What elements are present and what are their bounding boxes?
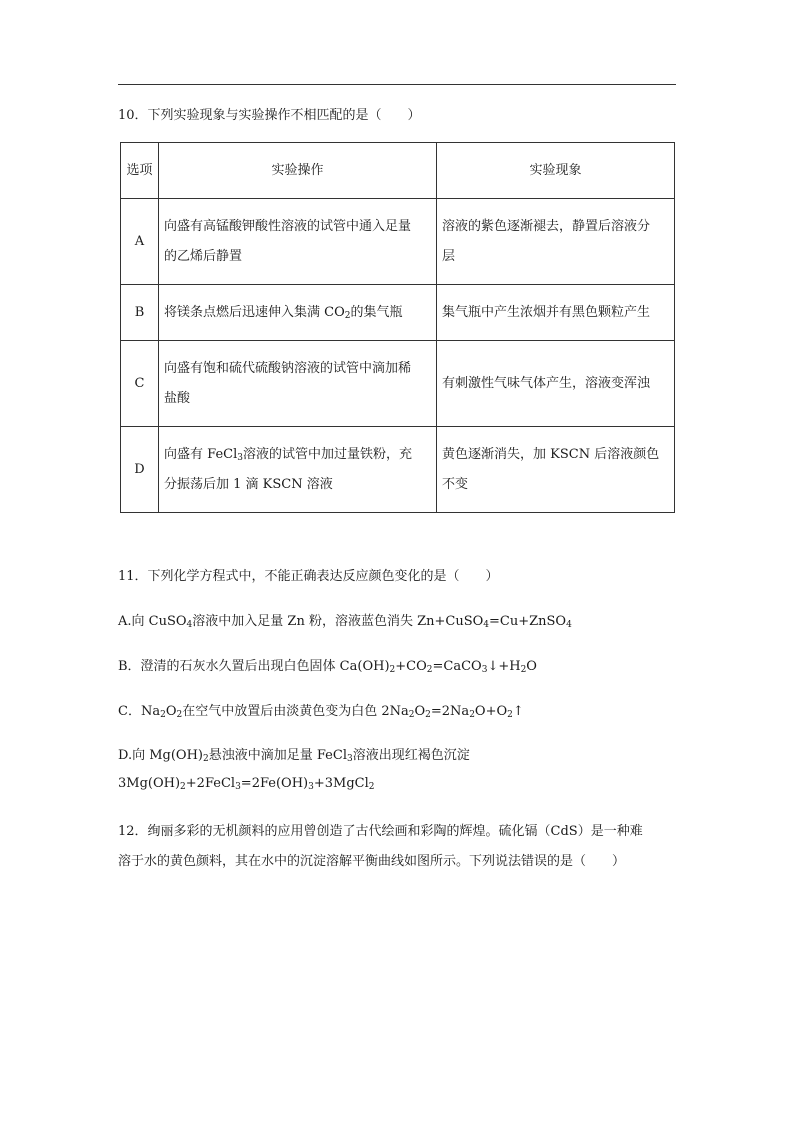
- row-d-operation: [159, 427, 437, 513]
- row-b-op-text-b: 的集气瓶: [350, 304, 403, 320]
- q11c-s2: 2: [176, 710, 183, 720]
- q11b-t1: B．澄清的石灰水久置后出现白色固体 Ca(OH): [118, 659, 390, 674]
- q11d-e3: =2Fe(OH): [240, 776, 309, 791]
- q11c-t1: C．Na: [118, 704, 161, 719]
- q11c-s5: 2: [469, 710, 475, 720]
- row-a-operation-line1: 向盛有高锰酸钾酸性溶液的试管中通入足量: [164, 218, 412, 234]
- q11d-t3: 溶液出现红褐色沉淀: [352, 748, 470, 763]
- q11d-e2: +2FeCl: [185, 776, 236, 791]
- question-11-option-b: [118, 655, 537, 674]
- q11c-t5: =2Na: [430, 704, 470, 719]
- q11c-s4: 2: [425, 710, 431, 720]
- header-option: 选项: [121, 143, 159, 199]
- q11b-s1: 2: [389, 665, 396, 675]
- row-d-phenomenon-line2: 不变: [442, 476, 469, 492]
- row-b-op-text-a: 将镁条点燃后迅速伸入集满 CO: [164, 304, 345, 320]
- q11c-t4: O: [414, 704, 426, 719]
- q11c-t7: ↑: [512, 704, 524, 719]
- row-c-phenomenon: 有刺激性气味气体产生，溶液变浑浊: [437, 341, 675, 427]
- question-12-stem-line1: 12．绚丽多彩的无机颜料的应用曾创造了古代绘画和彩陶的辉煌。硫化镉（CdS）是一种难: [118, 824, 643, 839]
- row-d-operation-line1: [164, 440, 431, 470]
- row-d-op-a: 向盛有 FeCl: [164, 446, 238, 462]
- q11b-t4: ↓+H: [487, 659, 521, 674]
- question-11-stem: 11．下列化学方程式中，不能正确表达反应颜色变化的是（ ）: [118, 569, 499, 584]
- q11d-e1: 3Mg(OH): [118, 776, 181, 791]
- q11b-t3: =CaCO: [432, 659, 482, 674]
- q11b-t5: O: [526, 659, 537, 674]
- row-option-a: A: [121, 199, 159, 285]
- q11a-s1: 4: [186, 620, 193, 630]
- q11a-t2: 溶液中加入足量 Zn 粉，溶液蓝色消失 Zn+CuSO: [192, 614, 484, 629]
- row-b-phenomenon: 集气瓶中产生浓烟并有黑色颗粒产生: [437, 285, 675, 341]
- row-option-d: D: [121, 427, 159, 513]
- q11a-t3: =Cu+ZnSO: [489, 614, 567, 629]
- header-rule: [118, 84, 676, 85]
- row-c-operation: [159, 341, 437, 427]
- q11d-t2: 悬浊液中滴加足量 FeCl: [208, 748, 347, 763]
- table-row: [121, 427, 675, 513]
- q11d-es4: 2: [368, 782, 375, 792]
- row-c-operation-line1: 向盛有饱和硫代硫酸钠溶液的试管中滴加稀: [164, 360, 412, 376]
- question-11-option-d-equation: [118, 776, 374, 791]
- row-d-op-sub: 3: [237, 452, 243, 463]
- question-11-option-a: [118, 610, 572, 629]
- q11d-es2: 3: [235, 782, 241, 792]
- q11d-s1: 2: [203, 754, 209, 764]
- table-row: [121, 341, 675, 427]
- q11d-s2: 3: [346, 754, 353, 764]
- row-a-operation-line2: 的乙烯后静置: [164, 248, 243, 264]
- q11a-s3: 4: [566, 620, 572, 630]
- row-option-b: B: [121, 285, 159, 341]
- q11c-t3: 在空气中放置后由淡黄色变为白色 2Na: [182, 704, 409, 719]
- question-11-option-d: [118, 744, 470, 763]
- q11b-s4: 2: [520, 665, 527, 675]
- q11b-s2: 2: [426, 665, 433, 675]
- q11a-s2: 4: [483, 620, 489, 630]
- row-b-operation: [159, 285, 437, 341]
- q11b-t2: +CO: [395, 659, 427, 674]
- q11a-t1: A.向 CuSO: [118, 614, 187, 629]
- q11d-es1: 2: [180, 782, 186, 792]
- row-a-phenomenon-line1: 溶液的紫色逐渐褪去，静置后溶液分: [442, 218, 651, 234]
- row-a-operation: [159, 199, 437, 285]
- q11c-s6: 2: [507, 710, 513, 720]
- q11c-t6: O+O: [474, 704, 508, 719]
- table-row: [121, 285, 675, 341]
- row-option-c: C: [121, 341, 159, 427]
- row-d-phenomenon-line1: 黄色逐渐消失，加 KSCN 后溶液颜色: [442, 446, 660, 462]
- question-12-stem-line2: 溶于水的黄色颜料，其在水中的沉淀溶解平衡曲线如图所示。下列说法错误的是（ ）: [118, 854, 626, 869]
- question-10-stem: 10．下列实验现象与实验操作不相匹配的是（ ）: [118, 108, 421, 123]
- row-a-phenomenon: [437, 199, 675, 285]
- row-d-operation-line2: 分振荡后加 1 滴 KSCN 溶液: [164, 476, 333, 492]
- table-row: [121, 199, 675, 285]
- row-c-operation-line2: 盐酸: [164, 390, 191, 406]
- row-a-phenomenon-line2: 层: [442, 248, 456, 264]
- header-operation: 实验操作: [159, 143, 437, 199]
- row-d-phenomenon: [437, 427, 675, 513]
- q11d-e4: +3MgCl: [313, 776, 369, 791]
- header-phenomenon: 实验现象: [437, 143, 675, 199]
- row-b-op-sub: 2: [344, 310, 351, 321]
- q11d-t1: D.向 Mg(OH): [118, 748, 203, 763]
- row-d-op-b: 溶液的试管中加过量铁粉，充: [242, 446, 412, 462]
- q11c-s3: 2: [408, 710, 415, 720]
- table-header-row: [121, 143, 675, 199]
- q11c-t2: O: [165, 704, 177, 719]
- experiment-table: [120, 142, 675, 513]
- question-11-option-c: [118, 700, 524, 719]
- q11b-s3: 3: [481, 665, 488, 675]
- q11d-es3: 3: [308, 782, 314, 792]
- q11c-s1: 2: [160, 710, 166, 720]
